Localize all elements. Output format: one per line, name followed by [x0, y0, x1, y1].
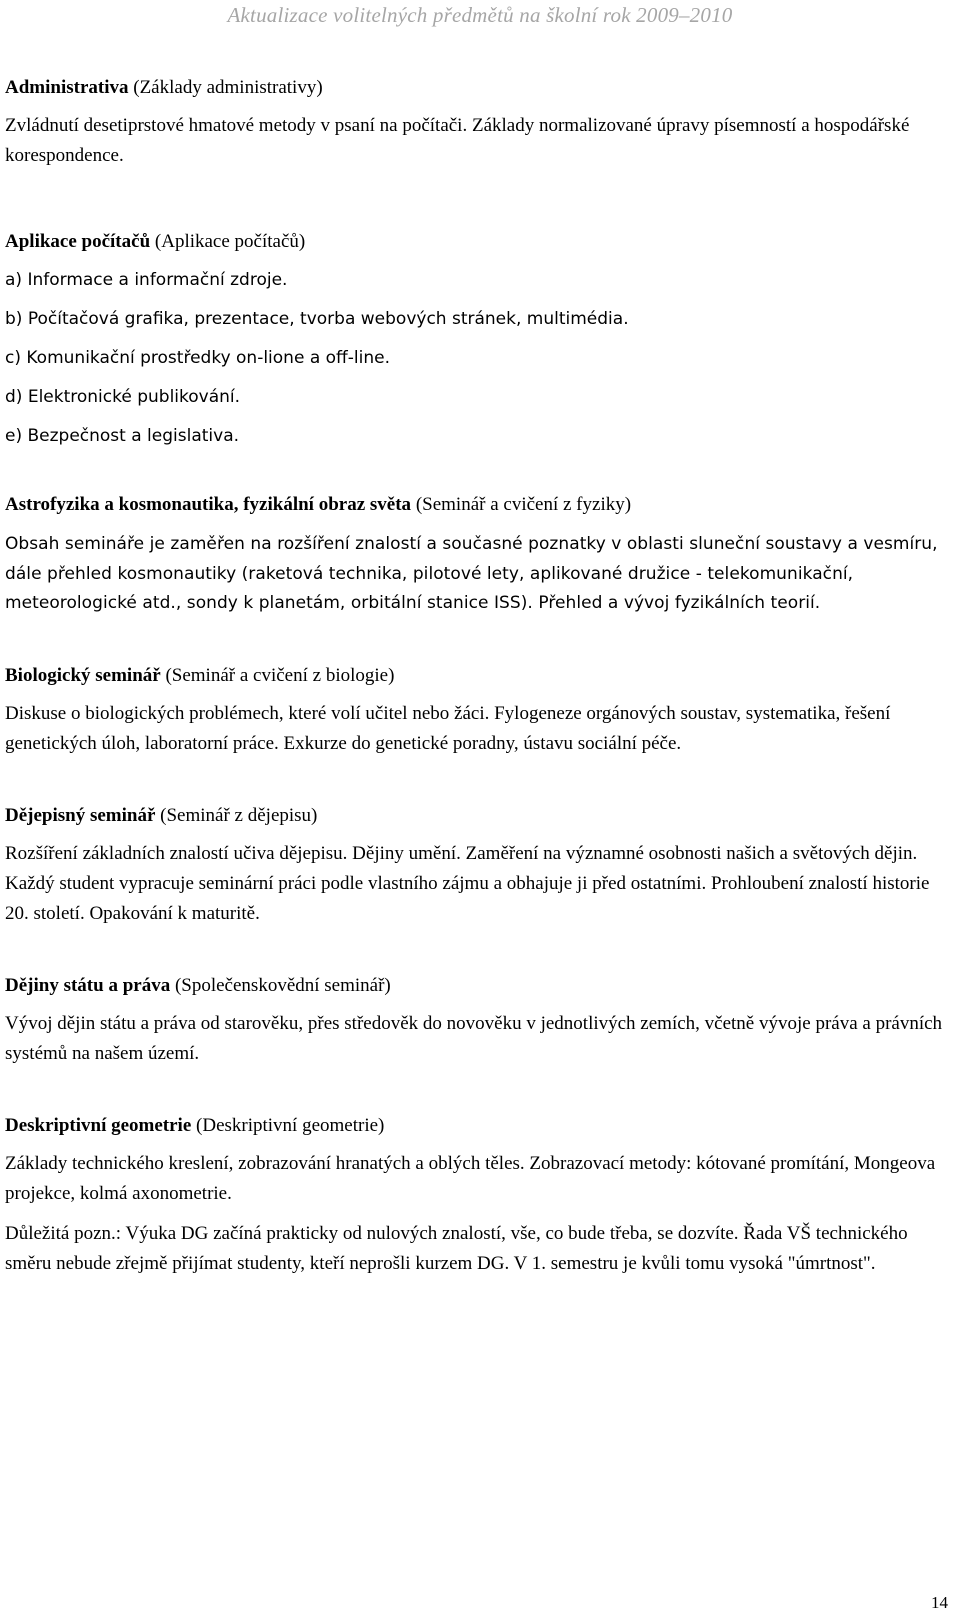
list-item: b) Počítačová grafika, prezentace, tvorba webových stránek, multimédia. — [5, 309, 629, 329]
section-deskriptivni-geometrie — [5, 1111, 950, 1279]
section-administrativa — [5, 73, 950, 171]
list-item: e) Bezpečnost a legislativa. — [5, 426, 240, 446]
section-title: Deskriptivní geometrie — [5, 1114, 192, 1136]
section-body: Vývoj dějin státu a práva od starověku, přes středověk do novověku v jednotlivých zemích, včetně vývoje práva a právních systémů na našem území. — [5, 1012, 943, 1064]
section-heading — [5, 661, 950, 691]
list-item: a) Informace a informační zdroje. — [5, 270, 288, 290]
section-body: Diskuse o biologických problémech, které volí učitel nebo žáci. Fylogeneze orgánových soustav, systematika, řešení genetických úloh, laboratorní práce. Exkurze do genetické poradny, ústavu sociální péče. — [5, 702, 891, 754]
section-subtitle: (Základy administrativy) — [133, 77, 323, 98]
section-astrofyzika — [5, 490, 950, 619]
section-title: Astrofyzika a kosmonautika, fyzikální obraz světa — [5, 494, 412, 515]
section-dejiny-statu-a-prava — [5, 971, 950, 1069]
section-heading — [5, 971, 950, 1001]
section-heading — [5, 73, 950, 103]
section-biologicky-seminar — [5, 661, 950, 759]
section-body: Rozšíření základních znalostí učiva dějepisu. Dějiny umění. Zaměření na významné osobnosti našich a světových dějin. Každý student vypracuje seminární práci podle vlastního zájmu a obhajuje ji před ostatními. Prohloubení znalostí historie 20. století. Opakování k maturitě. — [5, 842, 930, 924]
list-item: d) Elektronické publikování. — [5, 387, 241, 407]
page-number: 14 — [931, 1593, 948, 1612]
section-heading — [5, 490, 950, 520]
section-heading — [5, 1111, 950, 1141]
section-body: Obsah semináře je zaměřen na rozšíření znalostí a současné poznatky v oblasti sluneční soustavy a vesmíru, dále přehled kosmonautiky (raketová technika, pilotové lety, aplikované družice - telekomunikační, meteorologické atd., sondy k planetám, orbitální stanice ISS). Přehled a vývoj fyzikálních teorií. — [5, 534, 938, 613]
list-item: c) Komunikační prostředky on-lione a off-line. — [5, 348, 390, 368]
section-subtitle: (Seminář z dějepisu) — [160, 804, 318, 826]
section-subtitle: (Deskriptivní geometrie) — [196, 1114, 385, 1136]
section-aplikace-pocitacu — [5, 227, 950, 456]
section-title: Administrativa — [5, 77, 129, 98]
section-dejepisny-seminar — [5, 801, 950, 929]
section-heading — [5, 227, 950, 257]
topic-list — [5, 261, 950, 456]
document-content — [5, 73, 950, 1289]
section-body: Základy technického kreslení, zobrazování hranatých a oblých těles. Zobrazovací metody: kótované promítání, Mongeova projekce, kolmá axonometrie. — [5, 1152, 936, 1204]
section-title: Dějepisný seminář — [5, 804, 156, 826]
section-body: Zvládnutí desetiprstové hmatové metody v psaní na počítači. Základy normalizované úpravy písemností a hospodářské korespondence. — [5, 115, 910, 166]
section-heading — [5, 801, 950, 831]
section-title: Biologický seminář — [5, 664, 161, 686]
section-subtitle: (Seminář a cvičení z biologie) — [165, 664, 395, 686]
section-note: Důležitá pozn.: Výuka DG začíná prakticky od nulových znalostí, vše, co bude třeba, se dozvíte. Řada VŠ technického směru nebude zřejmě přijímat studenty, kteří neprošli kurzem DG. V 1. semestru je kvůli tomu vysoká "úmrtnost". — [5, 1222, 908, 1274]
section-title: Aplikace počítačů — [5, 231, 151, 252]
section-subtitle: (Společenskovědní seminář) — [174, 974, 391, 996]
section-title: Dějiny státu a práva — [5, 974, 171, 996]
section-subtitle: (Aplikace počítačů) — [154, 231, 306, 252]
running-header: Aktualizace volitelných předmětů na školní rok 2009–2010 — [227, 3, 733, 27]
section-subtitle: (Seminář a cvičení z fyziky) — [415, 494, 632, 515]
